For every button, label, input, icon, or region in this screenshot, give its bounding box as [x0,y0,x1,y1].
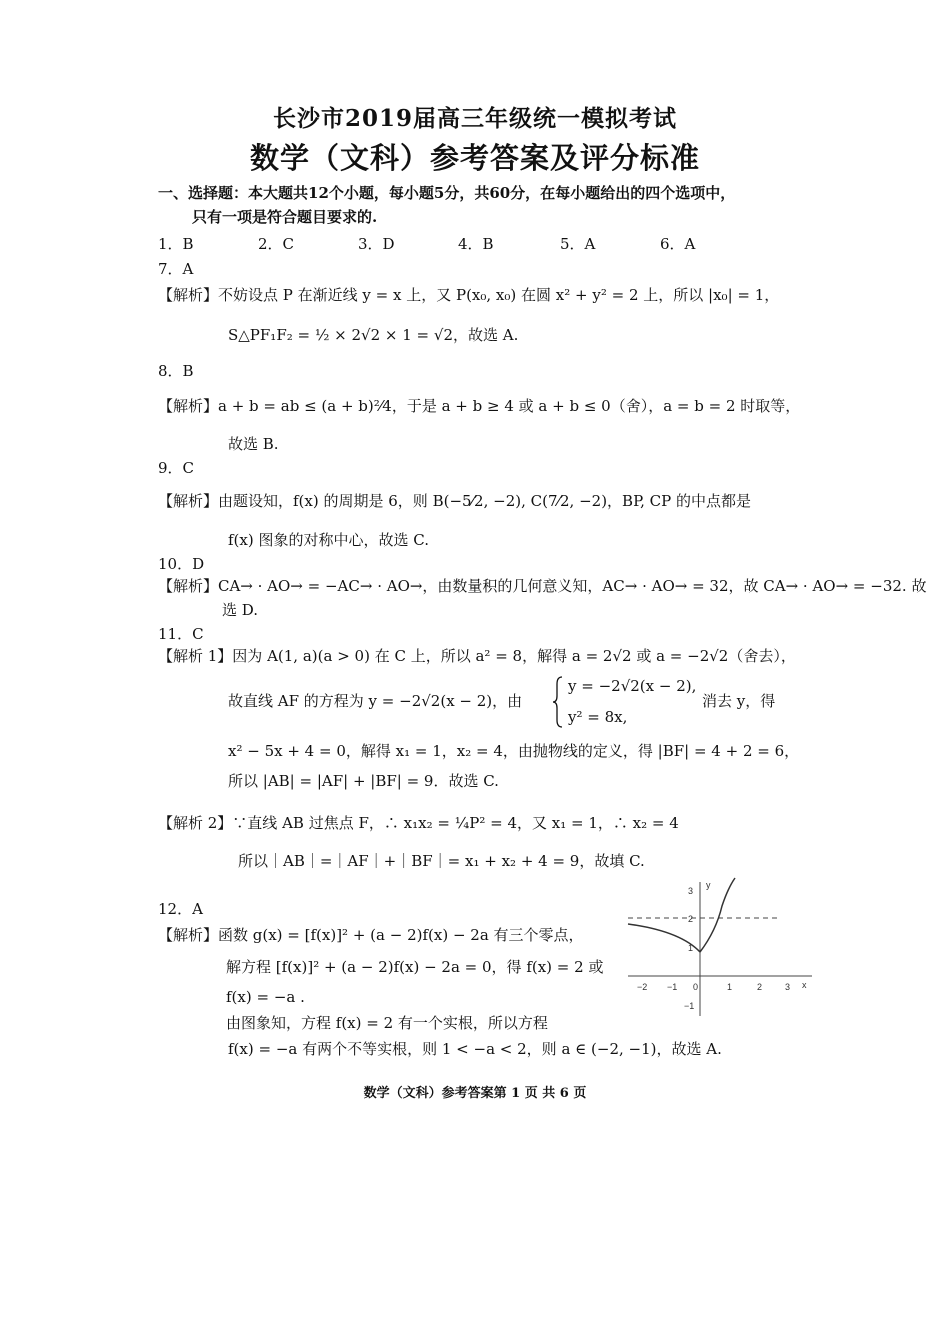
answer-4: 4．B [458,235,494,253]
answer-6: 6．A [660,235,696,253]
q12-solution-line2: 解方程 [f(x)]² + (a − 2)f(x) − 2a = 0，得 f(x) = 2 或 [226,958,604,976]
y-tick-label: −1 [684,1001,695,1011]
page-footer: 数学（文科）参考答案第 1 页 共 6 页 [363,1086,587,1101]
q9-solution-line2: f(x) 图象的对称中心，故选 C. [228,531,429,549]
q11-solution2-line2: 所以｜AB｜=｜AF｜+｜BF｜= x₁ + x₂ + 4 = 9，故填 C. [238,852,645,870]
y-tick-label: 3 [688,886,694,896]
q12-solution-line5: f(x) = −a 有两个不等实根，则 1 < −a < 2，则 a ∈ (−2, −1)，故选 A. [228,1040,722,1058]
q10-solution-line1: 【解析】CA→ · AO→ = −AC→ · AO→，由数量积的几何意义知，AC→ · AO→ = 32，故 CA→ · AO→ = −32. 故 [158,577,927,595]
q11-system-eq2: y² = 8x, [568,708,628,726]
answer-9: 9．C [158,459,195,477]
section-intro-cont: 只有一项是符合题目要求的. [192,208,378,226]
q11-solution2-line1: 【解析 2】∵直线 AB 过焦点 F，∴ x₁x₂ = ¼P² = 4，又 x₁ = 1，∴ x₂ = 4 [158,814,679,832]
q12-solution-line3: f(x) = −a . [226,988,305,1006]
answer-10: 10．D [158,555,205,573]
q8-solution-line1: 【解析】a + b = ab ≤ (a + b)²⁄4，于是 a + b ≥ 4 或 a + b ≤ 0（舍），a = b = 2 时取等， [158,397,801,415]
y-tick-label: 1 [688,943,694,953]
x-axis-label: x [802,980,807,990]
y-axis-label: y [706,880,711,890]
system-brace-icon [552,676,564,728]
q7-solution-line2: S△PF₁F₂ = ½ × 2√2 × 1 = √2，故选 A. [228,326,519,344]
answer-key-title: 数学（文科）参考答案及评分标准 [249,141,700,175]
x-tick-label: 3 [785,982,791,992]
x-tick-label: 0 [693,982,699,992]
q12-solution-line1: 【解析】函数 g(x) = [f(x)]² + (a − 2)f(x) − 2a 有三个零点， [158,926,584,944]
x-tick-label: −1 [667,982,678,992]
function-graph [620,876,820,1026]
q11-system-eq1: y = −2√2(x − 2), [568,677,697,695]
x-tick-label: 1 [727,982,733,992]
section-intro: 一、选择题：本大题共12个小题，每小题5分，共60分，在每小题给出的四个选项中， [158,184,736,202]
q11-solution1-line4: 所以 |AB| = |AF| + |BF| = 9．故选 C. [228,772,499,790]
q8-solution-line2: 故选 B. [228,435,279,453]
q9-solution-line1: 【解析】由题设知，f(x) 的周期是 6，则 B(−5⁄2, −2), C(7⁄2, −2)，BP, CP 的中点都是 [158,492,752,510]
q10-solution-line2: 选 D. [222,601,259,619]
answer-1: 1．B [158,235,194,253]
q7-solution-line1: 【解析】不妨设点 P 在渐近线 y = x 上，又 P(x₀, x₀) 在圆 x² + y² = 2 上，所以 |x₀| = 1， [158,286,780,304]
q12-solution-line4: 由图象知，方程 f(x) = 2 有一个实根，所以方程 [226,1014,548,1032]
q11-solution1-line1: 【解析 1】因为 A(1, a)(a > 0) 在 C 上，所以 a² = 8，解得 a = 2√2 或 a = −2√2（舍去）， [158,647,796,665]
exam-title: 长沙市2019届高三年级统一模拟考试 [272,105,677,132]
q11-solution1-line2b: 消去 y，得 [702,692,776,710]
x-tick-label: 2 [757,982,763,992]
answer-12: 12．A [158,900,203,918]
answer-7: 7．A [158,260,194,278]
x-tick-label: −2 [637,982,648,992]
answer-2: 2．C [258,235,295,253]
answer-11: 11．C [158,625,204,643]
answer-5: 5．A [560,235,596,253]
q11-solution1-line2: 故直线 AF 的方程为 y = −2√2(x − 2)，由 [228,692,523,710]
answer-3: 3．D [358,235,395,253]
q11-solution1-line3: x² − 5x + 4 = 0，解得 x₁ = 1，x₂ = 4，由抛物线的定义，得 |BF| = 4 + 2 = 6， [228,742,800,760]
answer-8: 8．B [158,362,194,380]
y-tick-label: 2 [688,914,694,924]
